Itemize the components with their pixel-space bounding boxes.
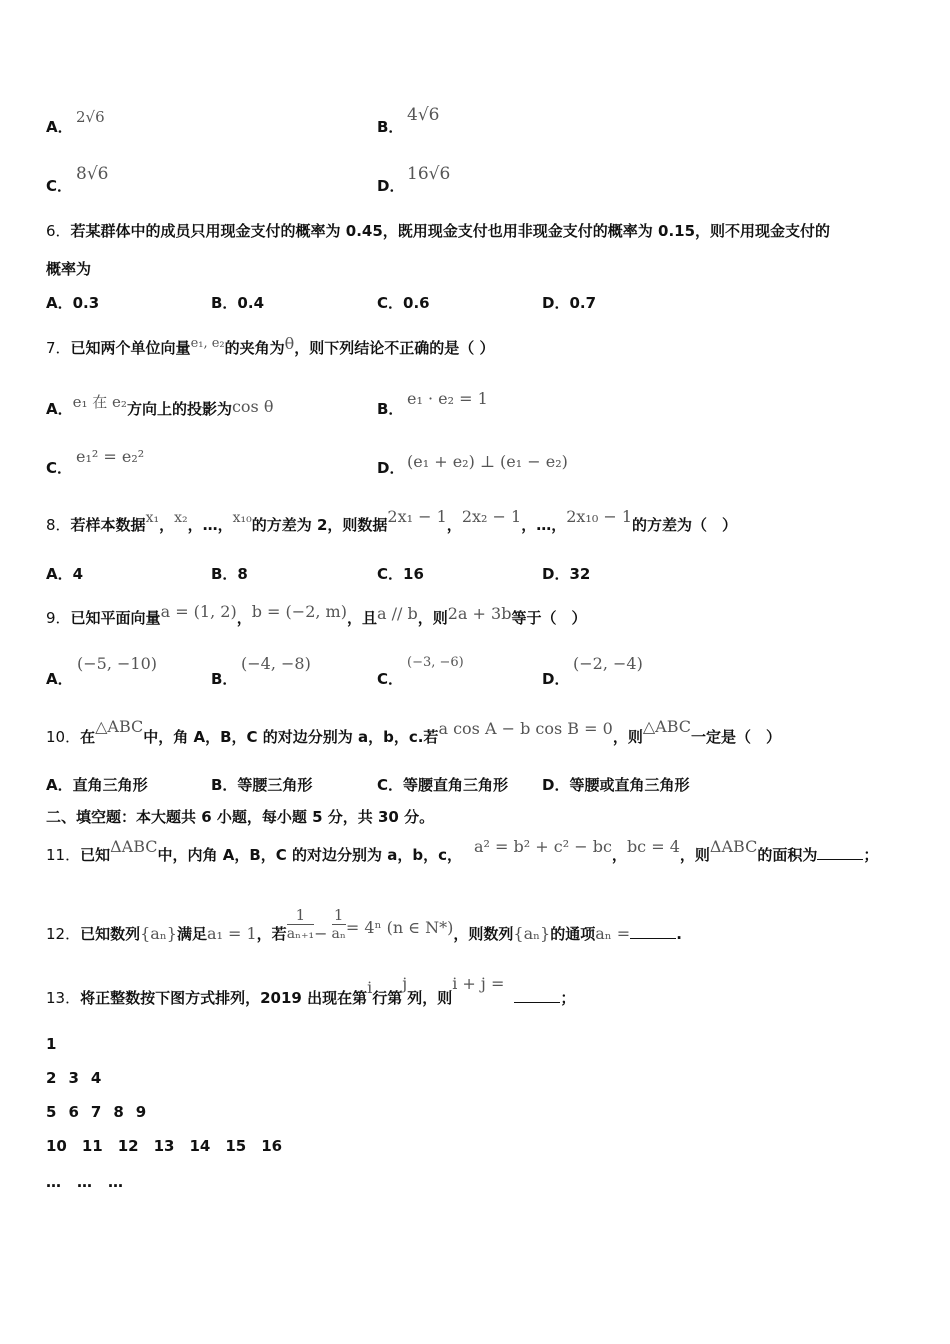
q8-dots: ，…， bbox=[187, 516, 233, 534]
grid-number: 11 bbox=[81, 1137, 103, 1155]
grid-number: 1 bbox=[46, 1035, 57, 1053]
q10-option-a: A．直角三角形 bbox=[46, 776, 148, 794]
grid-number: 9 bbox=[135, 1103, 147, 1121]
option-label: B． bbox=[377, 118, 404, 136]
q8-y2: 2x₂ − 1 bbox=[461, 507, 522, 526]
question-number: 6． bbox=[46, 222, 71, 240]
question-number: 13． bbox=[46, 989, 81, 1007]
question-number: 11． bbox=[46, 846, 81, 864]
q7-text-1: 已知两个单位向量 bbox=[70, 339, 191, 357]
number-triangle-row-3 bbox=[46, 1103, 146, 1121]
q7-vectors: e₁, e₂ bbox=[190, 336, 225, 351]
q8-option-a: A．4 bbox=[46, 565, 84, 583]
q8-text-2: 的方差为 2，则数据 bbox=[251, 516, 388, 534]
q7-option-a-math1: e₁ 在 e₂ bbox=[72, 393, 127, 411]
grid-ellipsis: … bbox=[46, 1173, 61, 1191]
q13-text-3: 列，则 bbox=[407, 989, 453, 1007]
q10-option-c: C．等腰直角三角形 bbox=[377, 776, 509, 794]
q5-option-d bbox=[377, 175, 404, 196]
q8-comma: ， bbox=[159, 516, 175, 534]
q13-stem bbox=[46, 974, 576, 1008]
q9-option-b-math: (−4, −8) bbox=[241, 654, 311, 673]
grid-number: 5 bbox=[46, 1103, 57, 1121]
q11-text-3: ，则 bbox=[679, 846, 710, 864]
grid-number: 8 bbox=[113, 1103, 124, 1121]
q8-comma-2: ， bbox=[446, 516, 462, 534]
option-label: C． bbox=[46, 177, 73, 195]
q7-option-a-math2: cos θ bbox=[231, 397, 274, 416]
q9-parallel: a // b bbox=[376, 604, 418, 623]
q12-sequence: {aₙ} bbox=[140, 924, 177, 943]
q9-option-c-math: (−3, −6) bbox=[407, 655, 464, 670]
q7-theta: θ bbox=[284, 334, 295, 353]
fraction-denominator: aₙ bbox=[331, 926, 346, 942]
answer-blank bbox=[630, 924, 676, 939]
q10-text-2: 中，角 A，B，C 的对边分别为 a，b，c.若 bbox=[143, 728, 439, 746]
q11-triangle: ΔABC bbox=[110, 837, 158, 856]
q12-text-5: 的通项 bbox=[550, 925, 596, 943]
question-number: 12． bbox=[46, 925, 81, 943]
q12-fraction-2 bbox=[332, 906, 346, 943]
section-heading: 二、填空题：本大题共 6 小题，每小题 5 分，共 30 分。 bbox=[46, 808, 435, 826]
q8-option-b: B．8 bbox=[211, 565, 248, 583]
q8-text-1: 若样本数据 bbox=[70, 516, 146, 534]
q8-dots-2: ，…， bbox=[521, 516, 567, 534]
q10-text-4: 一定是（ ） bbox=[691, 728, 782, 746]
answer-blank bbox=[514, 988, 560, 1003]
grid-number: 6 bbox=[68, 1103, 79, 1121]
fraction-numerator: 1 bbox=[332, 906, 346, 925]
q12-text-1: 已知数列 bbox=[80, 925, 141, 943]
grid-number: 10 bbox=[46, 1137, 67, 1155]
q11-bc: bc = 4 bbox=[626, 837, 680, 856]
q5-option-a-math: 2√6 bbox=[76, 108, 105, 126]
grid-ellipsis: … bbox=[108, 1173, 123, 1191]
q5-option-b-math: 4√6 bbox=[407, 105, 440, 125]
q13-tail: ； bbox=[560, 989, 576, 1007]
q8-x10: x₁₀ bbox=[232, 510, 252, 526]
option-label: B． bbox=[377, 400, 404, 418]
q9-vector-b: b = (−2, m) bbox=[251, 602, 347, 621]
q12-text-2: 满足 bbox=[176, 925, 207, 943]
question-number: 7． bbox=[46, 339, 71, 357]
q11-tail: ； bbox=[863, 846, 879, 864]
q11-text-4: 的面积为 bbox=[757, 846, 818, 864]
q12-an: aₙ = bbox=[595, 924, 631, 943]
q12-minus: − bbox=[314, 924, 328, 943]
q9-option-a-math: (−5, −10) bbox=[77, 654, 158, 673]
number-triangle-row-ellipsis bbox=[46, 1173, 123, 1191]
number-triangle-row-1 bbox=[46, 1035, 56, 1053]
q10-stem bbox=[46, 717, 782, 747]
q8-text-3: 的方差为（ ） bbox=[632, 516, 738, 534]
q10-option-b: B．等腰三角形 bbox=[211, 776, 313, 794]
q12-stem bbox=[46, 906, 682, 953]
q10-triangle: △ABC bbox=[95, 717, 144, 736]
q9-comma: ， bbox=[236, 609, 252, 627]
q7-option-d bbox=[377, 457, 404, 478]
q7-option-d-math: (e₁ + e₂) ⊥ (e₁ − e₂) bbox=[407, 452, 568, 471]
q8-option-c: C．16 bbox=[377, 565, 424, 583]
grid-number: 3 bbox=[68, 1069, 79, 1087]
q9-stem bbox=[46, 602, 587, 628]
q10-text-3: ，则 bbox=[612, 728, 643, 746]
grid-number: 14 bbox=[189, 1137, 211, 1155]
q12-text-3: ，若 bbox=[256, 925, 287, 943]
q6-option-d: D．0.7 bbox=[542, 294, 597, 312]
q8-y1: 2x₁ − 1 bbox=[387, 507, 447, 526]
grid-number: 13 bbox=[153, 1137, 175, 1155]
q5-option-c-math: 8√6 bbox=[76, 164, 109, 184]
q9-text-1: 已知平面向量 bbox=[70, 609, 161, 627]
q13-text-1: 将正整数按下图方式排列，2019 出现在第 bbox=[80, 989, 368, 1007]
q8-stem bbox=[46, 507, 738, 536]
q9-text-3: ，则 bbox=[417, 609, 448, 627]
q8-x2: x₂ bbox=[174, 510, 188, 526]
q6-text: 若某群体中的成员只用现金支付的概率为 0.45，既用现金支付也用非现金支付的概率为 0.15，则不用现金支付的 bbox=[70, 222, 831, 240]
q12-rhs: = 4ⁿ (n ∈ N*) bbox=[345, 918, 454, 937]
q9-expression: 2a + 3b bbox=[447, 604, 512, 623]
q9-option-d: D． bbox=[542, 670, 570, 688]
q6-stem-line2: 概率为 bbox=[46, 260, 92, 278]
question-number: 9． bbox=[46, 609, 71, 627]
q5-option-b bbox=[377, 116, 403, 137]
q12-sequence-2: {aₙ} bbox=[513, 924, 551, 943]
question-number: 8． bbox=[46, 516, 71, 534]
q5-option-d-math: 16√6 bbox=[407, 164, 451, 184]
fraction-numerator: 1 bbox=[287, 906, 314, 925]
q7-option-a-text: 方向上的投影为 bbox=[126, 400, 232, 418]
q11-text-2: 中，内角 A，B，C 的对边分别为 a，b，c， bbox=[157, 846, 462, 864]
q8-option-d: D．32 bbox=[542, 565, 591, 583]
grid-number: 4 bbox=[90, 1069, 102, 1087]
q7-option-c-math: e₁² = e₂² bbox=[76, 447, 145, 466]
grid-ellipsis: … bbox=[77, 1173, 92, 1191]
answer-blank bbox=[817, 845, 863, 860]
q8-x1: x₁ bbox=[145, 510, 160, 526]
option-label: D． bbox=[377, 459, 405, 477]
q7-option-c bbox=[46, 457, 72, 478]
q13-sum: i + j = bbox=[452, 974, 505, 993]
q13-j: j bbox=[402, 974, 408, 993]
q10-option-d: D．等腰或直角三角形 bbox=[542, 776, 690, 794]
question-number: 10． bbox=[46, 728, 81, 746]
q6-option-a: A．0.3 bbox=[46, 294, 100, 312]
q6-option-c: C．0.6 bbox=[377, 294, 430, 312]
grid-number: 7 bbox=[90, 1103, 102, 1121]
q7-option-b-math: e₁ · e₂ = 1 bbox=[407, 389, 488, 408]
option-label: A． bbox=[46, 400, 73, 418]
q9-vector-a: a = (1, 2) bbox=[160, 602, 237, 621]
number-triangle-row-4 bbox=[46, 1137, 282, 1155]
grid-number: 2 bbox=[46, 1069, 57, 1087]
q11-stem bbox=[46, 837, 879, 865]
q9-option-a: A． bbox=[46, 670, 73, 688]
grid-number: 12 bbox=[117, 1137, 139, 1155]
q7-text-3: ，则下列结论不正确的是（ ） bbox=[294, 339, 495, 357]
q5-option-a bbox=[46, 116, 73, 137]
option-label: C． bbox=[46, 459, 73, 477]
q11-comma: ， bbox=[611, 846, 627, 864]
option-label: A． bbox=[46, 118, 73, 136]
q7-text-2: 的夹角为 bbox=[224, 339, 285, 357]
q11-equation: a² = b² + c² − bc bbox=[474, 837, 612, 856]
q10-equation: a cos A − b cos B = 0 bbox=[438, 719, 613, 738]
q12-fraction-1 bbox=[287, 906, 314, 943]
q10-triangle-2: △ABC bbox=[642, 717, 691, 736]
q7-option-a bbox=[46, 393, 274, 419]
grid-number: 15 bbox=[225, 1137, 247, 1155]
q12-text-4: ，则数列 bbox=[453, 925, 514, 943]
q10-text-1: 在 bbox=[80, 728, 96, 746]
q12-a1: a₁ = 1 bbox=[206, 924, 257, 943]
q6-option-b: B．0.4 bbox=[211, 294, 265, 312]
q11-text-1: 已知 bbox=[80, 846, 111, 864]
option-label: D． bbox=[377, 177, 405, 195]
q7-stem bbox=[46, 334, 495, 360]
number-triangle-row-2 bbox=[46, 1069, 101, 1087]
q9-option-d-math: (−2, −4) bbox=[573, 654, 643, 673]
q7-option-b bbox=[377, 398, 403, 419]
q13-text-2: 行第 bbox=[372, 989, 403, 1007]
q6-stem-line1 bbox=[46, 221, 830, 241]
q8-y10: 2x₁₀ − 1 bbox=[566, 507, 632, 526]
q9-option-c: C． bbox=[377, 670, 404, 688]
fraction-denominator: aₙ₊₁ bbox=[286, 926, 315, 942]
q11-triangle-2: ΔABC bbox=[709, 837, 758, 856]
grid-number: 16 bbox=[261, 1137, 283, 1155]
q5-option-c bbox=[46, 175, 72, 196]
q9-text-4: 等于（ ） bbox=[511, 609, 587, 627]
q13-i: i bbox=[367, 978, 373, 997]
q9-text-2: ，且 bbox=[346, 609, 377, 627]
q12-tail: . bbox=[676, 925, 682, 943]
q9-option-b: B． bbox=[211, 670, 238, 688]
